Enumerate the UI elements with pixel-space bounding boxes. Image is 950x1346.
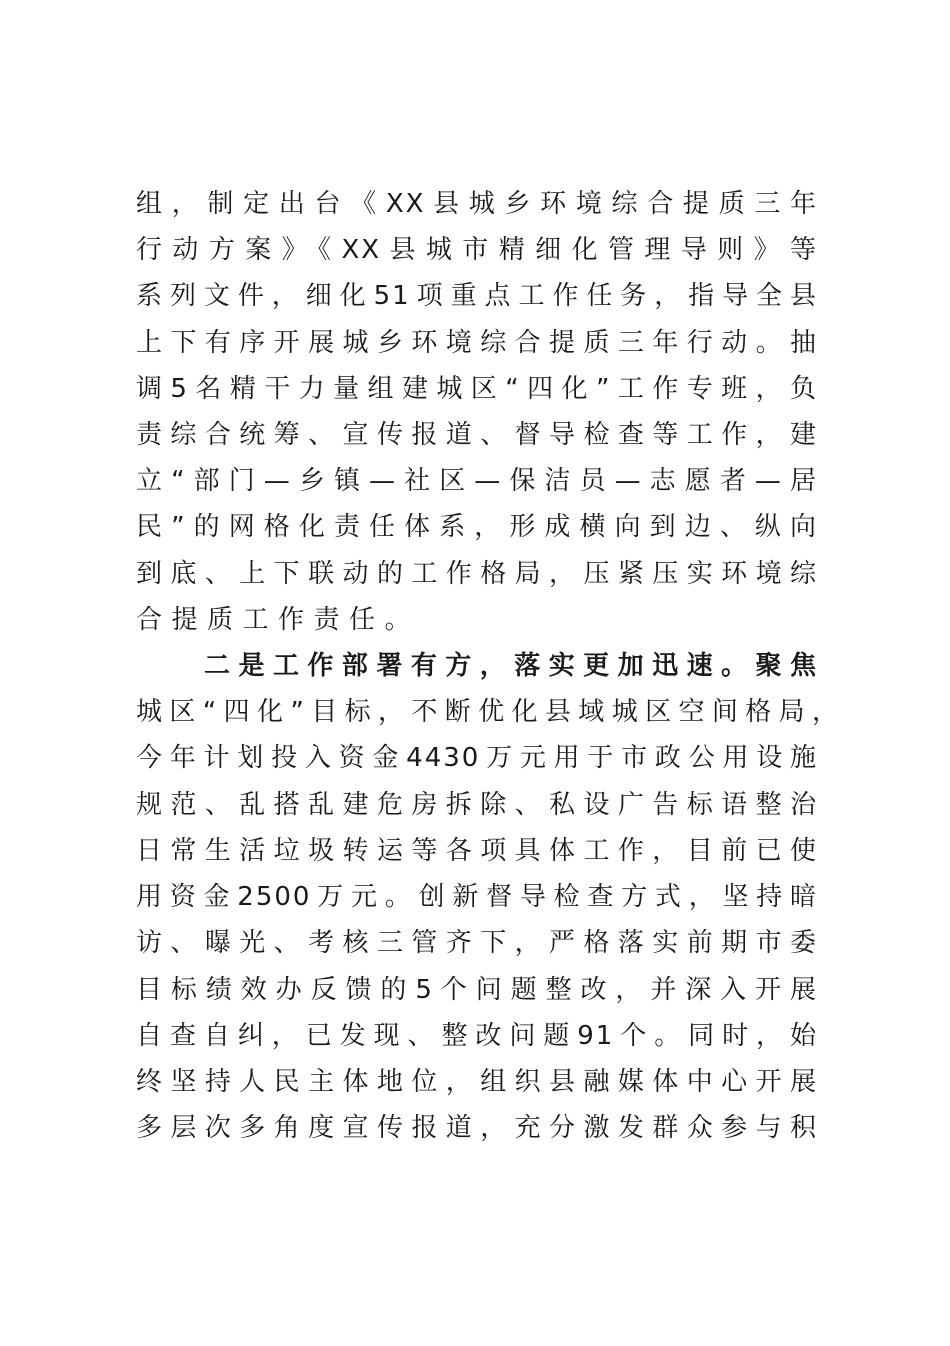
body-line-7: 立“部门—乡镇—社区—保洁员—志愿者—居 [136,466,818,496]
body-line-1: 组，制定出台《XX县城乡环境综合提质三年 [136,189,818,219]
body-line-21: 多层次多角度宣传报道，充分激发群众参与积 [136,1113,818,1143]
body-line-13: 今年计划投入资金4430万元用于市政公用设施 [136,743,818,773]
body-line-18: 目标绩效办反馈的5个问题整改，并深入开展 [136,975,818,1005]
body-line-6: 责综合统筹、宣传报道、督导检查等工作，建 [136,420,818,450]
body-line-19: 自查自纠，已发现、整改问题91个。同时，始 [136,1021,818,1051]
body-line-20: 终坚持人民主体地位，组织县融媒体中心开展 [136,1067,818,1097]
body-line-16: 用资金2500万元。创新督导检查方式，坚持暗 [136,882,818,912]
body-line-17: 访、曝光、考核三管齐下，严格落实前期市委 [136,928,818,958]
body-line-12: 城区“四化”目标，不断优化县域城区空间格局， [136,697,840,727]
body-line-14: 规范、乱搭乱建危房拆除、私设广告标语整治 [136,790,818,820]
body-line-2: 行动方案》《XX县城市精细化管理导则》等 [136,235,818,265]
body-line-8: 民”的网格化责任体系，形成横向到边、纵向 [136,512,818,542]
body-line-3: 系列文件，细化51项重点工作任务，指导全县 [136,281,818,311]
body-line-4: 上下有序开展城乡环境综合提质三年行动。抽 [136,328,818,358]
section-heading-line: 二是工作部署有方，落实更加迅速。聚焦 [204,651,818,681]
body-line-9: 到底、上下联动的工作格局，压紧压实环境综 [136,559,818,589]
body-line-15: 日常生活垃圾转运等各项具体工作，目前已使 [136,836,818,866]
body-line-10: 合提质工作责任。 [136,605,421,635]
body-line-5: 调5名精干力量组建城区“四化”工作专班，负 [136,374,818,404]
